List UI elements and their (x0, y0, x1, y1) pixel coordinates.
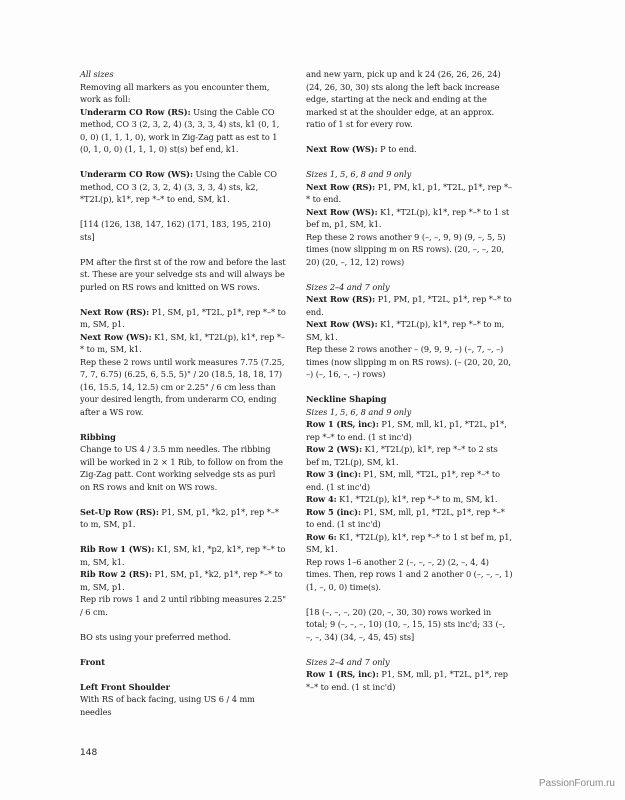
left-column (80, 68, 287, 718)
neckline-shaping-heading: Neckline Shaping (306, 394, 387, 404)
neckline-row-4 (306, 493, 513, 506)
ribbing-heading: Ribbing (80, 431, 116, 442)
rib-row-2 (80, 568, 287, 593)
row-label: Next Row (RS): (306, 181, 376, 192)
bind-off-text: BO sts using your preferred method. (80, 631, 231, 642)
neckline-row-1 (306, 668, 513, 693)
row-label: Row 6: (306, 531, 337, 542)
ribbing-text: Change to US 4 / 3.5 mm needles. The ribbing will be worked in 2 × 1 Rib, to follow on from the Zig-Zag patt. Cont working selvedge sts as purl on RS rows and knit on WS rows. (80, 444, 283, 492)
underarm-rs-row (80, 106, 287, 156)
stitch-count: [18 (–, –, –, 20) (20, –, 30, 30) rows worked in total; 9 (–, –, –, 10) (10, –, 15, 15) sts inc'd; 33 (–, –, –, 34) (34, –, 45, 45) sts] (306, 606, 506, 642)
row-text: K1, *T2L(p), k1*, rep *–* to 1 st bef m, p1, SM, k1. (306, 206, 510, 229)
row-text: P1, PM, k1, p1, *T2L, p1*, rep *–* to end. (306, 181, 513, 204)
row-text: Using the Cable CO method, CO 3 (2, 3, 2, 4) (3, 3, 3, 4) sts, k1 (0, 1, 0, 0) (1, 1, 1, 0), work in Zig-Zag patt as est to 1 (0, 1, 0, 0) (1, 1, 1, 0) st(s) bef end, k1. (80, 106, 280, 154)
row-label: Underarm CO Row (WS): (80, 169, 193, 179)
left-front-text: With RS of back facing, using US 6 / 4 mm needles (80, 694, 255, 717)
row-label: Set-Up Row (RS): (80, 506, 159, 517)
row-text: P1, SM, mll, p1, *T2L, p1*, rep *–* to end. (1 st inc'd) (306, 506, 505, 529)
row-text: P1, PM, p1, *T2L, p1*, rep *–* to end. (306, 294, 512, 317)
repeat-note: Rep these 2 rows until work measures 7.75 (7.25, 7, 7, 6.75) (6.25, 6, 5.5, 5)" / 20 (18.5, 18, 18, 17) (16, 15.5, 14, 12.5) cm or 2.25" / 6 cm less than your desired length, from underarm CO, ending after a WS row. (80, 356, 285, 417)
row-label: Next Row (WS): (306, 144, 378, 154)
row-text: K1, *T2L(p), k1*, rep *–* to 2 sts bef m, T2L(p), SM, k1. (306, 444, 498, 467)
row-label: Underarm CO Row (RS): (80, 106, 191, 117)
row-label: Row 1 (RS, inc): (306, 669, 379, 679)
row-text: K1, *T2L(p), k1*, rep *–* to 1 st bef m, p1, SM, k1. (306, 531, 512, 554)
row-label: Row 1 (RS, inc): (306, 419, 379, 429)
rib-repeat: Rep rib rows 1 and 2 until ribbing measures 2.25" / 6 cm. (80, 594, 287, 617)
row-label: Next Row (WS): (306, 319, 378, 329)
row-text: P1, SM, mll, p1, *T2L, p1*, rep *–* to end. (1 st inc'd) (306, 669, 508, 692)
neckline-row-3 (306, 468, 513, 493)
neckline-row-5 (306, 506, 513, 531)
row-label: Rib Row 1 (WS): (80, 544, 155, 554)
row-text: Using the Cable CO method, CO 3 (2, 3, 2, 4) (3, 3, 3, 4) sts, k2, *T2L(p), k1*, rep *–* to end, SM, k1. (80, 169, 277, 204)
row-label: Next Row (RS): (80, 306, 150, 317)
row-label: Next Row (WS): (306, 206, 378, 217)
setup-row (80, 506, 287, 531)
row-text: P1, SM, p1, *k2, p1*, rep *–* to m, SM, p1. (80, 506, 279, 529)
page-number: 148 (80, 748, 98, 758)
right-column (306, 68, 513, 693)
row-label: Row 4: (306, 494, 337, 504)
neckline-row-2 (306, 443, 513, 468)
repeat-note: Rep these 2 rows another 9 (–, –, 9, 9) (9, –, 5, 5) times (now slipping m on RS rows). (20, –, –, 20, 20) (20, –, 12, 12) rows) (306, 231, 506, 267)
sizes-label: Sizes 2–4 and 7 only (306, 656, 390, 667)
row-text: K1, SM, k1, *T2L(p), k1*, rep *–* to m, SM, k1. (80, 331, 285, 354)
row-text: P to end. (377, 144, 417, 154)
row-label: Row 5 (inc): (306, 506, 361, 517)
row-text: P1, SM, p1, *k2, p1*, rep *–* to m, SM, p1. (80, 569, 283, 592)
neckline-row-6 (306, 531, 513, 556)
next-ws-row (306, 318, 513, 343)
stitch-count: [114 (126, 138, 147, 162) (171, 183, 195, 210) sts] (80, 219, 271, 242)
watermark: PassionForum.ru (538, 778, 615, 789)
repeat-note: Rep these 2 rows another – (9, 9, 9, –) (–, 7, –, –) times (now slipping m on RS rows). (– (20, 20, 20, –) (–, 16, –, –) rows) (306, 344, 511, 379)
sizes-label: Sizes 2–4 and 7 only (306, 281, 390, 292)
next-rs-row (306, 293, 513, 318)
row-label: Rib Row 2 (RS): (80, 569, 152, 579)
row-text: K1, SM, k1, *p2, k1*, rep *–* to m, SM, k1. (80, 544, 286, 567)
row-label: Next Row (RS): (306, 294, 376, 304)
row-label: Row 2 (WS): (306, 444, 363, 454)
front-heading: Front (80, 656, 105, 667)
row-label: Row 3 (inc): (306, 469, 361, 479)
row-text: P1, SM, mll, k1, p1, *T2L, p1*, rep *–* to end. (1 st inc'd) (306, 419, 507, 442)
row-label: Next Row (WS): (80, 331, 152, 342)
sizes-label: Sizes 1, 5, 6, 8 and 9 only (306, 169, 412, 179)
next-rs-row (306, 181, 513, 206)
row-text: P1, SM, mll, *T2L, p1*, rep *–* to end. (1 st inc'd) (306, 469, 500, 492)
underarm-ws-row (80, 168, 287, 206)
next-rs-row (80, 306, 287, 331)
sizes-label: All sizes (80, 69, 114, 79)
rib-row-1 (80, 543, 287, 568)
row-text: K1, *T2L(p), k1*, rep *–* to m, SM, k1. (336, 494, 498, 504)
left-front-shoulder-heading: Left Front Shoulder (80, 681, 170, 692)
sizes-label: Sizes 1, 5, 6, 8 and 9 only (306, 406, 412, 417)
next-ws-row (306, 206, 513, 231)
intro-text: Removing all markers as you encounter them, work as foll: (80, 81, 270, 104)
row-text: P1, SM, p1, *T2L, p1*, rep *–* to m, SM, p1. (80, 306, 286, 329)
row-text: K1, *T2L(p), k1*, rep *–* to m, SM, k1. (306, 319, 505, 342)
pickup-text: and new yarn, pick up and k 24 (26, 26, 26, 24) (24, 26, 30, 30) sts along the left back increase edge, starting at the neck and ending at the marked st at the shoulder edge, at an approx. ratio of 1 st for every row. (306, 69, 501, 129)
marker-note: PM after the first st of the row and before the last st. These are your selvedge sts and will always be purled on RS rows and knitted on WS rows. (80, 256, 286, 292)
neckline-row-1 (306, 418, 513, 443)
repeat-note: Rep rows 1–6 another 2 (–, –, –, 2) (2, –, 4, 4) times. Then, rep rows 1 and 2 another 0 (–, –, –, 1) (1, –, 0, 0) time(s). (306, 556, 513, 592)
next-ws-row (306, 143, 513, 156)
next-ws-row (80, 331, 287, 356)
